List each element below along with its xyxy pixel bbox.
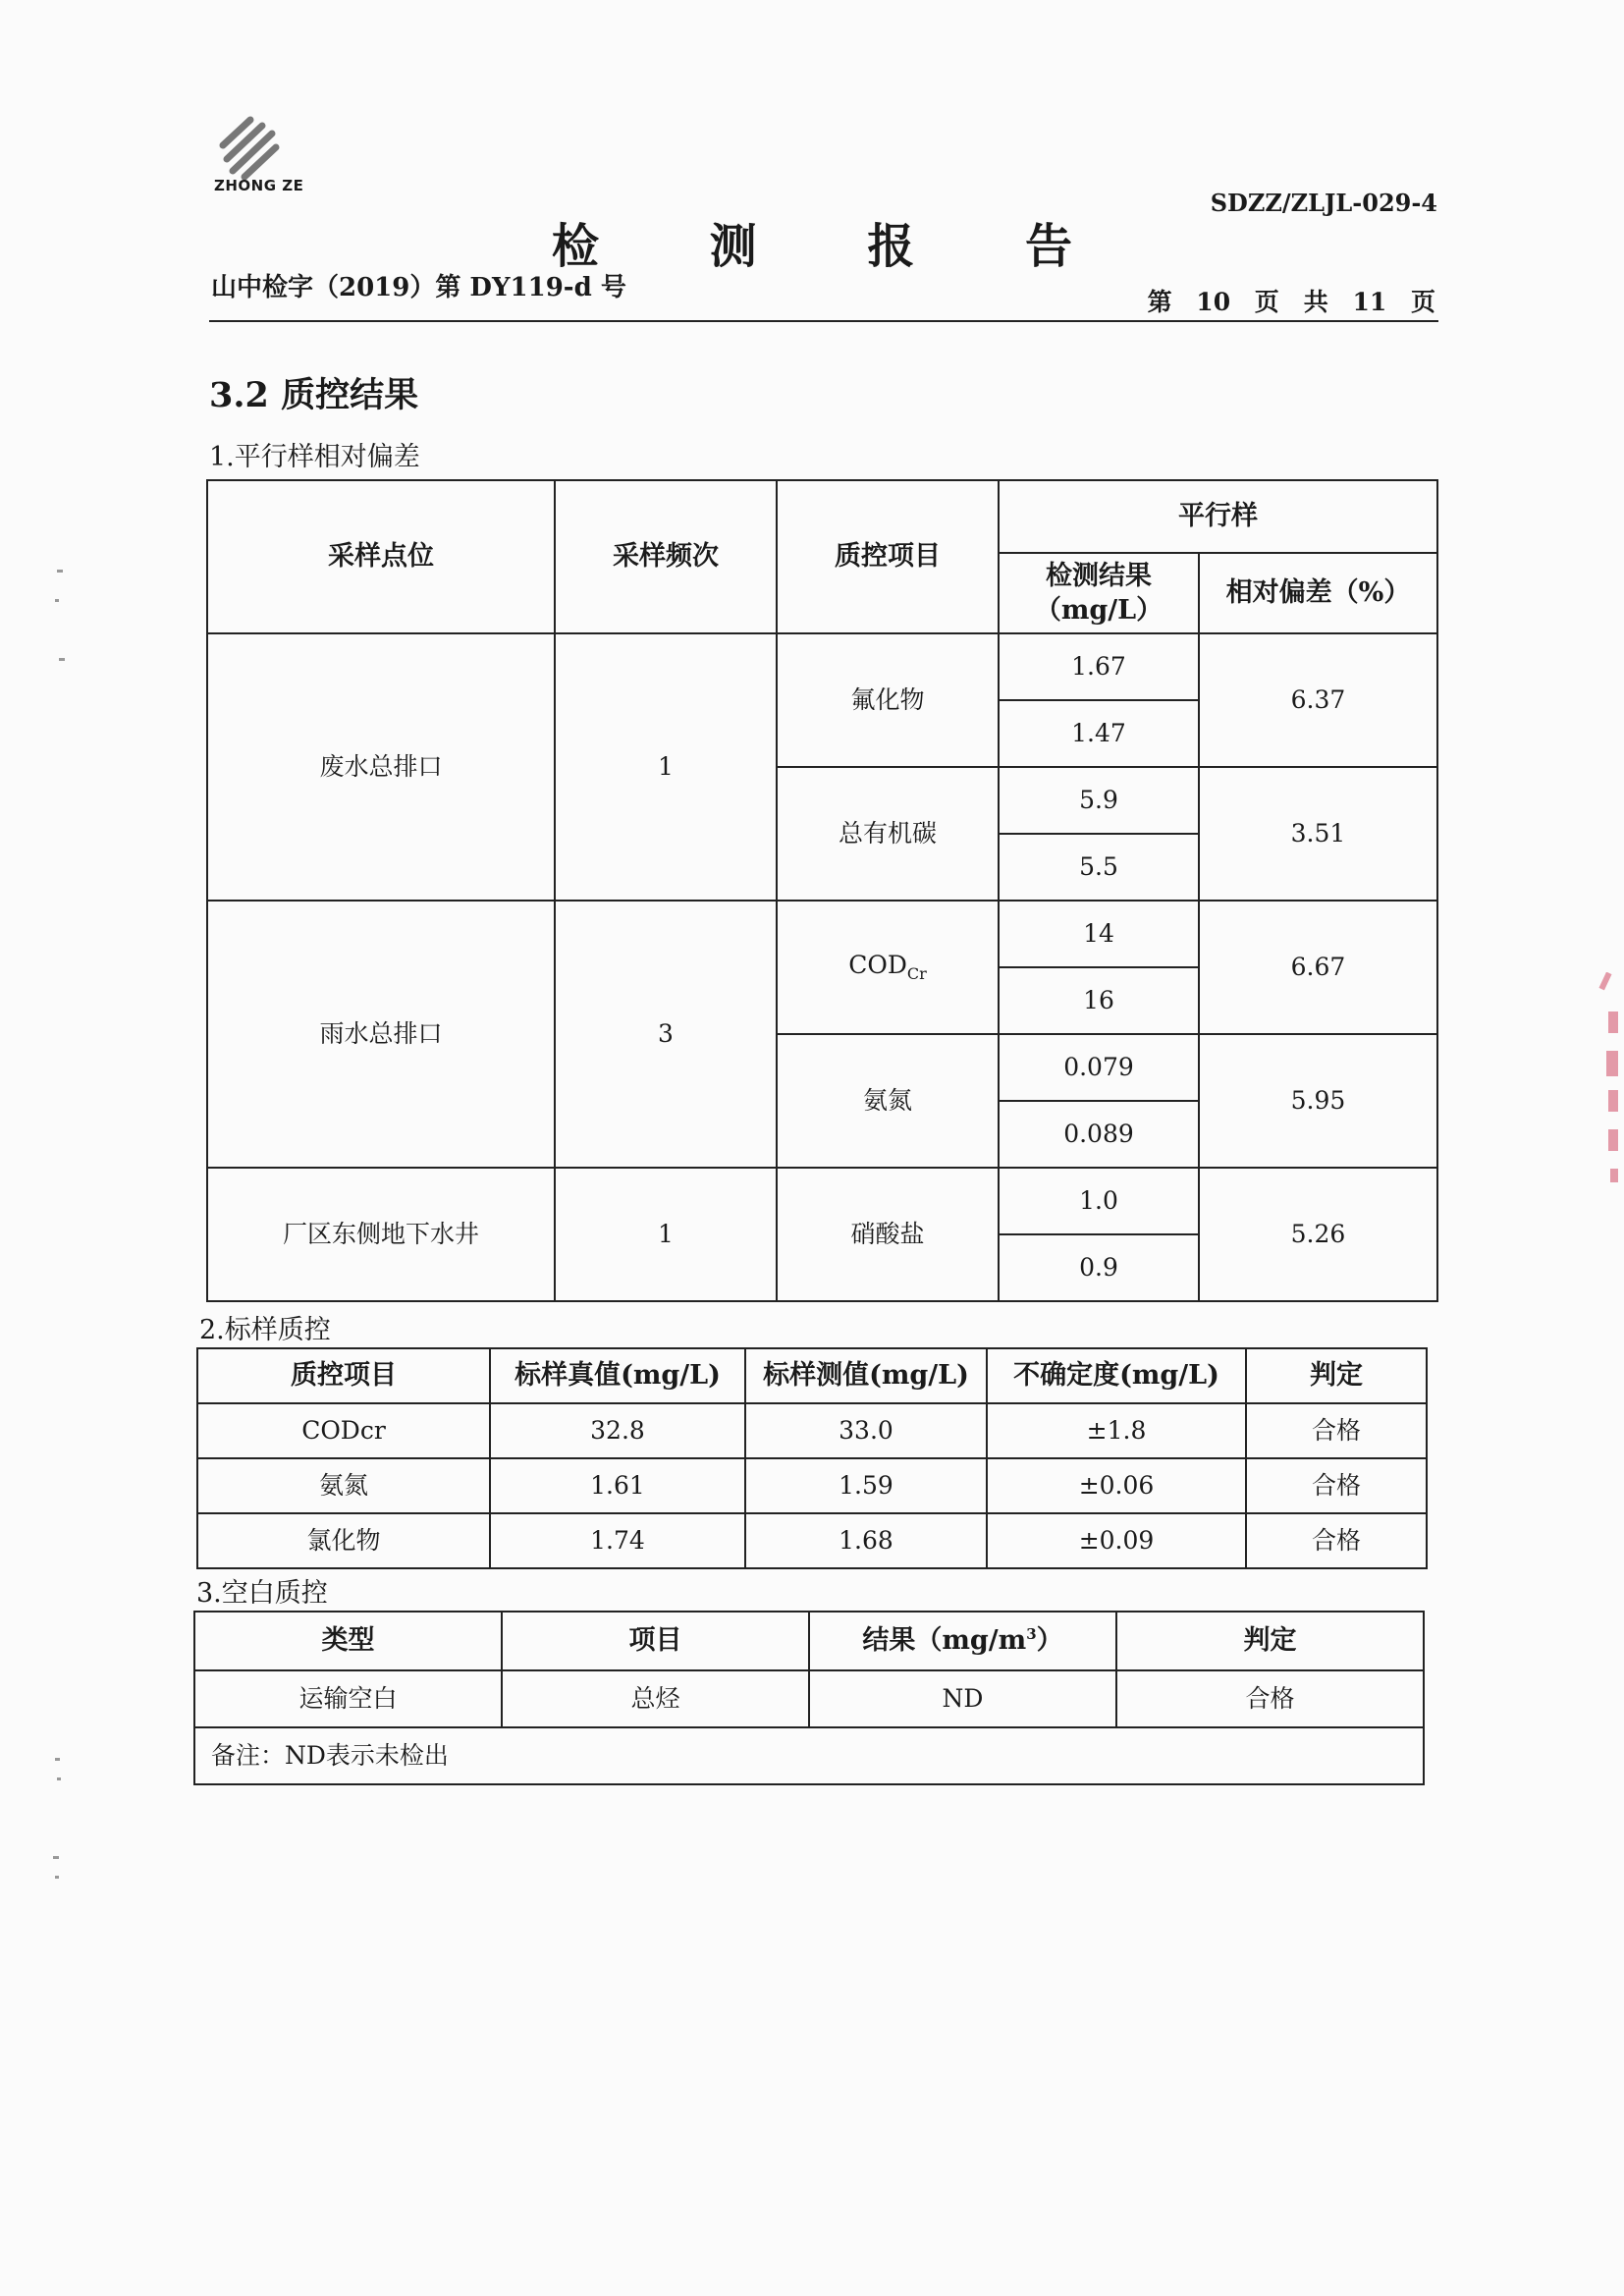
logo-text: ZHONG ZE [214, 177, 304, 194]
scan-marks [49, 550, 79, 1929]
value-cell: 1.47 [999, 700, 1199, 767]
table-cell: CODcr [197, 1403, 490, 1458]
table-cell: 氯化物 [197, 1513, 490, 1568]
document-code: SDZZ/ZLJL-029-4 [1210, 189, 1437, 217]
table-cell: 合格 [1116, 1670, 1424, 1727]
table-cell: ±0.06 [987, 1458, 1246, 1513]
item-cell: 氟化物 [777, 633, 999, 767]
value-cell: 0.089 [999, 1101, 1199, 1168]
value-cell: 14 [999, 901, 1199, 967]
table-cell: 合格 [1246, 1513, 1427, 1568]
seal-stamp-fragment [1595, 972, 1624, 1218]
site-cell: 厂区东侧地下水井 [207, 1168, 555, 1301]
table-cell: 1.68 [745, 1513, 987, 1568]
deviation-cell: 5.95 [1199, 1034, 1437, 1168]
standard-table [196, 1347, 1428, 1569]
table-cell: 32.8 [490, 1403, 745, 1458]
header-cell: 判定 [1246, 1348, 1427, 1403]
deviation-cell: 5.26 [1199, 1168, 1437, 1301]
header-parallel-sample: 平行样 [999, 480, 1437, 553]
value-cell: 1.67 [999, 633, 1199, 700]
table-row [207, 1168, 1437, 1234]
item-cell: 氨氮 [777, 1034, 999, 1168]
table-cell: 合格 [1246, 1403, 1427, 1458]
value-cell: 1.0 [999, 1168, 1199, 1234]
header-qc-item: 质控项目 [777, 480, 999, 633]
deviation-cell: 6.67 [1199, 901, 1437, 1034]
table-cell: 1.59 [745, 1458, 987, 1513]
table-cell: ND [809, 1670, 1116, 1727]
header-cell: 标样真值(mg/L) [490, 1348, 745, 1403]
page-info: 第 10 页 共 11 页 [1147, 288, 1435, 316]
site-cell: 废水总排口 [207, 633, 555, 901]
parallel-subtitle: 1.平行样相对偏差 [209, 442, 420, 472]
table-cell: 33.0 [745, 1403, 987, 1458]
item-cell: $COD_{Cr}$ [777, 901, 999, 1034]
deviation-cell: 6.37 [1199, 633, 1437, 767]
header-item: 项目 [502, 1612, 809, 1670]
deviation-cell: 3.51 [1199, 767, 1437, 901]
document-title: 检 测 报 告 [551, 219, 1120, 274]
value-cell: 0.9 [999, 1234, 1199, 1301]
table-cell: 合格 [1246, 1458, 1427, 1513]
header-cell: 质控项目 [197, 1348, 490, 1403]
table-cell: 运输空白 [194, 1670, 502, 1727]
site-cell: 雨水总排口 [207, 901, 555, 1168]
header-type: 类型 [194, 1612, 502, 1670]
blank-subtitle: 3.空白质控 [196, 1578, 328, 1609]
report-number: 山中检字（2019）第 DY119-d 号 [211, 273, 626, 302]
value-cell: 0.079 [999, 1034, 1199, 1101]
frequency-cell: 1 [555, 1168, 777, 1301]
header-result: 检测结果 （mg/L） [999, 553, 1199, 633]
parallel-table [206, 479, 1438, 1302]
table-row [197, 1513, 1427, 1568]
item-cell: 硝酸盐 [777, 1168, 999, 1301]
item-cell: 总有机碳 [777, 767, 999, 901]
table-cell: 1.74 [490, 1513, 745, 1568]
table-row [194, 1670, 1424, 1727]
table-row [207, 633, 1437, 700]
frequency-cell: 1 [555, 633, 777, 901]
table-row [207, 901, 1437, 967]
table-cell: 氨氮 [197, 1458, 490, 1513]
value-cell: 5.9 [999, 767, 1199, 834]
value-cell: 16 [999, 967, 1199, 1034]
frequency-cell: 3 [555, 901, 777, 1168]
table-cell: ±0.09 [987, 1513, 1246, 1568]
table-cell: 1.61 [490, 1458, 745, 1513]
section-title: 3.2 质控结果 [209, 375, 419, 415]
table-row [197, 1403, 1427, 1458]
table-row [197, 1458, 1427, 1513]
standard-subtitle: 2.标样质控 [199, 1315, 331, 1345]
table-cell: ±1.8 [987, 1403, 1246, 1458]
header-result: 结果$(mg/m^3)$ [809, 1612, 1116, 1670]
table-row [194, 1727, 1424, 1784]
header-deviation: 相对偏差（%） [1199, 553, 1437, 633]
table-cell: 总烃 [502, 1670, 809, 1727]
table-note: 备注：ND表示未检出 [194, 1727, 1424, 1784]
header-rule [209, 320, 1438, 322]
blank-table [193, 1611, 1425, 1785]
header-cell: 标样测值(mg/L) [745, 1348, 987, 1403]
header-judge: 判定 [1116, 1612, 1424, 1670]
value-cell: 5.5 [999, 834, 1199, 901]
header-frequency: 采样频次 [555, 480, 777, 633]
header-site: 采样点位 [207, 480, 555, 633]
header-cell: 不确定度(mg/L) [987, 1348, 1246, 1403]
